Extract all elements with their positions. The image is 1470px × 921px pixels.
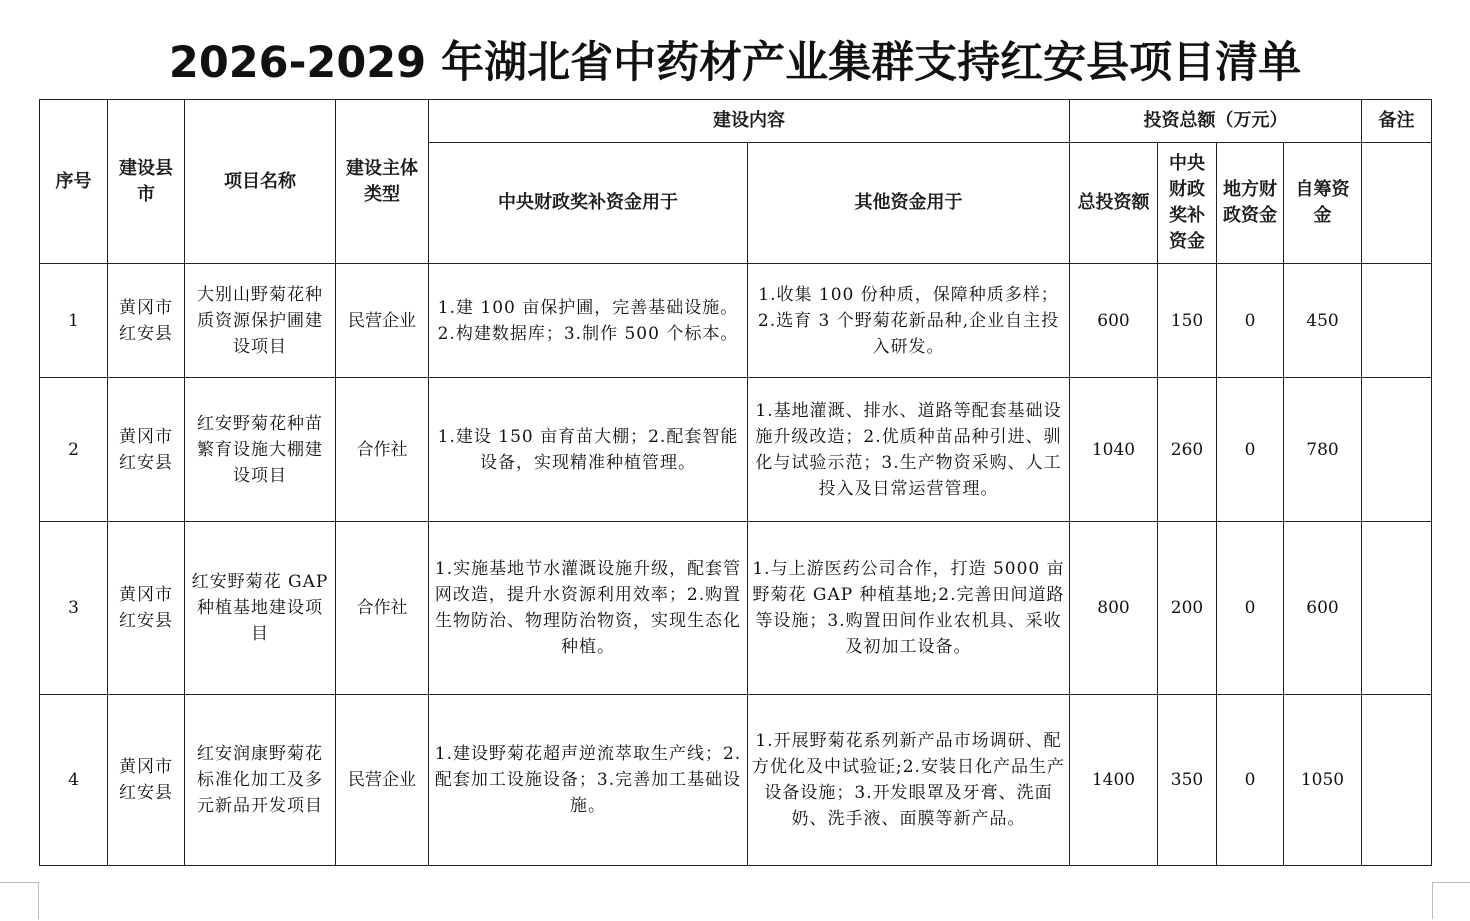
cell-county: 黄冈市红安县	[108, 695, 185, 866]
header-remark: 备注	[1362, 100, 1432, 143]
cell-total: 800	[1070, 522, 1158, 695]
cell-central-use: 1.建设 150 亩育苗大棚；2.配套智能设备，实现精准种植管理。	[429, 378, 748, 522]
cell-other-use: 1.收集 100 份种质，保障种质多样；2.选育 3 个野菊花新品种,企业自主投入研发。	[748, 264, 1070, 378]
cell-local: 0	[1217, 522, 1284, 695]
cell-remark	[1362, 522, 1432, 695]
cell-total: 1400	[1070, 695, 1158, 866]
table-row	[40, 522, 1432, 695]
page-corner-mark-left	[0, 882, 39, 919]
header-central: 中央财政奖补资金	[1158, 143, 1217, 264]
cell-remark	[1362, 264, 1432, 378]
header-other-use: 其他资金用于	[748, 143, 1070, 264]
header-county: 建设县市	[108, 100, 185, 264]
project-table	[39, 99, 1432, 866]
cell-remark	[1362, 378, 1432, 522]
header-remark-blank	[1362, 143, 1432, 264]
header-total: 总投资额	[1070, 143, 1158, 264]
header-content: 建设内容	[429, 100, 1070, 143]
cell-seq: 1	[40, 264, 108, 378]
cell-central: 350	[1158, 695, 1217, 866]
cell-local: 0	[1217, 695, 1284, 866]
cell-central-use: 1.建设野菊花超声逆流萃取生产线；2.配套加工设施设备；3.完善加工基础设施。	[429, 695, 748, 866]
cell-project-name: 红安野菊花 GAP 种植基地建设项目	[185, 522, 336, 695]
page-corner-mark-right	[1432, 882, 1470, 919]
cell-county: 黄冈市红安县	[108, 522, 185, 695]
header-seq: 序号	[40, 100, 108, 264]
cell-central-use: 1.实施基地节水灌溉设施升级，配套管网改造，提升水资源利用效率；2.购置生物防治、物理防治物资，实现生态化种植。	[429, 522, 748, 695]
header-local: 地方财政资金	[1217, 143, 1284, 264]
cell-central: 200	[1158, 522, 1217, 695]
cell-total: 600	[1070, 264, 1158, 378]
cell-central: 150	[1158, 264, 1217, 378]
header-project-name: 项目名称	[185, 100, 336, 264]
cell-county: 黄冈市红安县	[108, 264, 185, 378]
cell-central-use: 1.建 100 亩保护圃，完善基础设施。2.构建数据库；3.制作 500 个标本。	[429, 264, 748, 378]
cell-seq: 4	[40, 695, 108, 866]
cell-local: 0	[1217, 264, 1284, 378]
cell-project-name: 大别山野菊花种质资源保护圃建设项目	[185, 264, 336, 378]
cell-entity-type: 合作社	[336, 522, 429, 695]
cell-seq: 3	[40, 522, 108, 695]
cell-project-name: 红安野菊花种苗繁育设施大棚建设项目	[185, 378, 336, 522]
cell-entity-type: 民营企业	[336, 695, 429, 866]
header-investment: 投资总额（万元）	[1070, 100, 1362, 143]
cell-project-name: 红安润康野菊花标准化加工及多元新品开发项目	[185, 695, 336, 866]
cell-entity-type: 合作社	[336, 378, 429, 522]
cell-seq: 2	[40, 378, 108, 522]
cell-entity-type: 民营企业	[336, 264, 429, 378]
table-row	[40, 378, 1432, 522]
cell-central: 260	[1158, 378, 1217, 522]
cell-other-use: 1.开展野菊花系列新产品市场调研、配方优化及中试验证;2.安装日化产品生产设备设施；3.开发眼罩及牙膏、洗面奶、洗手液、面膜等新产品。	[748, 695, 1070, 866]
header-self: 自筹资金	[1284, 143, 1362, 264]
cell-local: 0	[1217, 378, 1284, 522]
cell-total: 1040	[1070, 378, 1158, 522]
cell-self: 600	[1284, 522, 1362, 695]
cell-remark	[1362, 695, 1432, 866]
cell-self: 450	[1284, 264, 1362, 378]
cell-self: 780	[1284, 378, 1362, 522]
document-title: 2026-2029 年湖北省中药材产业集群支持红安县项目清单	[168, 38, 1302, 88]
cell-other-use: 1.与上游医药公司合作，打造 5000 亩野菊花 GAP 种植基地;2.完善田间道路等设施；3.购置田间作业农机具、采收及初加工设备。	[748, 522, 1070, 695]
table-row	[40, 264, 1432, 378]
cell-self: 1050	[1284, 695, 1362, 866]
cell-county: 黄冈市红安县	[108, 378, 185, 522]
table-row	[40, 695, 1432, 866]
header-entity-type: 建设主体类型	[336, 100, 429, 264]
header-central-use: 中央财政奖补资金用于	[429, 143, 748, 264]
cell-other-use: 1.基地灌溉、排水、道路等配套基础设施升级改造；2.优质种苗品种引进、驯化与试验示范；3.生产物资采购、人工投入及日常运营管理。	[748, 378, 1070, 522]
